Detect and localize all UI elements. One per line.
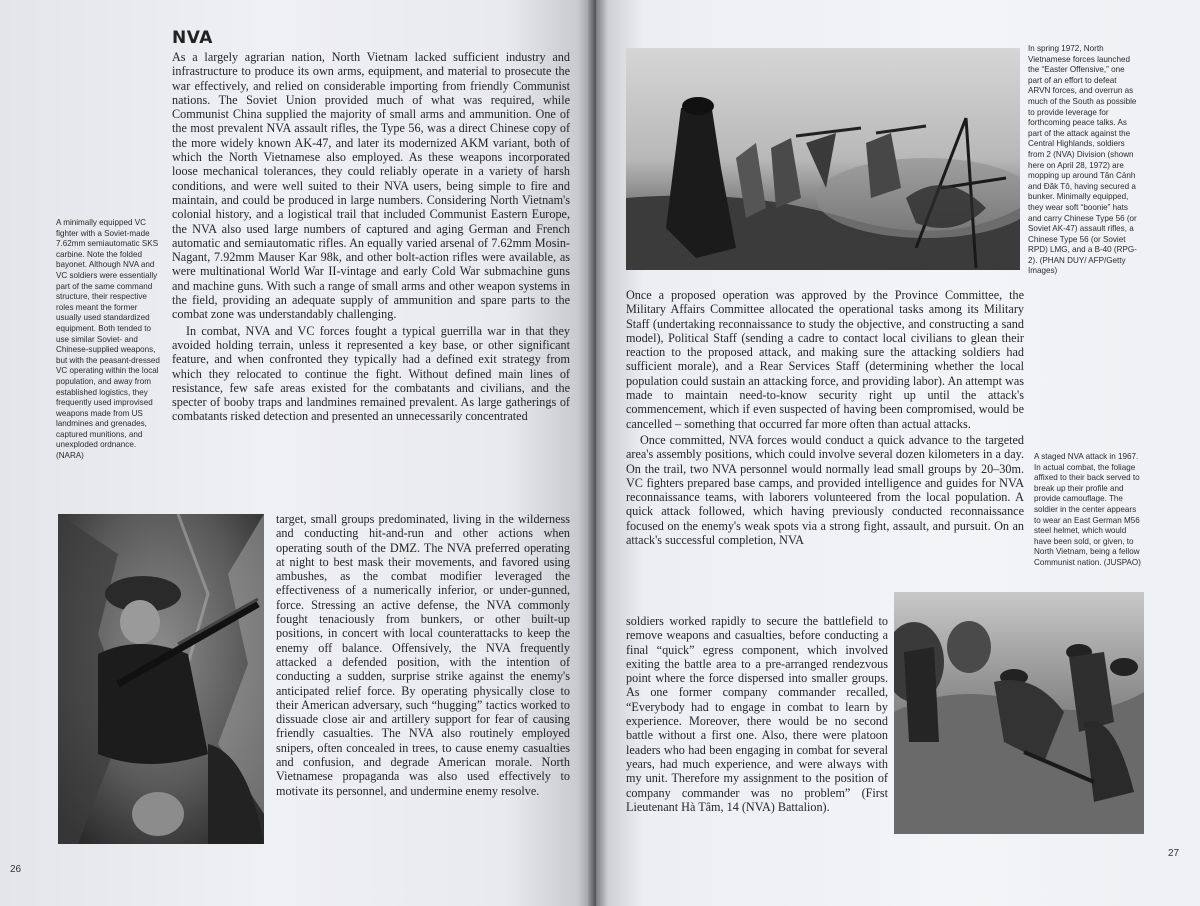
left-photo-caption: A minimally equipped VC fighter with a Soviet-made 7.62mm semiautomatic SKS carbine. Note the folded bayonet. Although NVA and VC soldiers were essentially part of the same command structure, their respective roles meant the former usually used standardized equipment. Both tended to use similar Soviet- and Chinese-supplied weapons, but with the peasant-dressed VC operating within the local population, and away from established logistics, they frequently used improvised weapons made from US landmines and grenades, captured munitions, and unexploded ordnance. (NARA) — [56, 218, 160, 461]
right-paragraph-1: Once a proposed operation was approved by the Province Committee, the Military Affairs Committee allocated the operational tasks among its Military Staff (undertaking reconnaissance to study the objective, and constructing a sand model), Political Staff (sending a cadre to contact local civilians to glean their reaction to the proposed attack, and making sure the attacking soldiers had sufficient morale), and a Rear Services Staff (determining whether the local population could sustain an attacking force, and providing labor). An attempt was made to maintain need-to-know security right up until the attack's commencement, which if even suspected of having been compromised, would be cancelled – something that occurred far more often than actual attacks. — [626, 288, 1024, 431]
left-body-upper — [172, 50, 570, 424]
staged-attack-photo — [894, 592, 1144, 834]
top-photo-caption: In spring 1972, North Vietnamese forces launched the “Easter Offensive,” one part of an effort to defeat ARVN forces, and overrun as much of the South as possible to provide leverage for forthcoming peace talks. As part of the attack against the Central Highlands, soldiers from 2 (NVA) Division (shown here on April 28, 1972) are mopping up around Tân Cảnh and Đăk Tô, having secured a bunker. Minimally equipped, they wear soft “boonie” hats and carry Chinese Type 56 (or Soviet AK-47) assault rifles, a Chinese Type 56 (or Soviet RPD) LMG, and a B-40 (RPG-2). (PHAN DUY/ AFP/Getty Images) — [1028, 44, 1137, 276]
bottom-photo-caption: A staged NVA attack in 1967. In actual combat, the foliage affixed to their back served to break up their profile and provide camouflage. The soldier in the center appears to wear an East German M56 steel helmet, which would have been sold, or given, to North Vietnam, being a fellow Communist nation. (JUSPAO) — [1034, 452, 1141, 567]
page-number-left: 26 — [10, 864, 22, 875]
left-body-lower — [276, 512, 570, 798]
section-heading: NVA — [172, 28, 213, 48]
right-paragraph-2a: Once committed, NVA forces would conduct a quick advance to the targeted area's assembly positions, which could involve several dozen kilometers in a day. On the trail, two NVA personnel would normally lead small groups by 20–30m. VC fighters prepared base camps, and provided intelligence and guides for NVA reconnaissance teams, with laborers volunteered from the local population. A quick attack followed, which having previously conducted reconnaissance focused on the enemy's weak spots via a strong fight, assault, and pursuit. On an attack's successful completion, NVA — [626, 432, 1024, 548]
left-page — [0, 0, 596, 906]
right-body-lower — [626, 614, 888, 814]
easter-offensive-photo — [626, 48, 1020, 270]
left-paragraph-1: As a largely agrarian nation, North Vietnam lacked sufficient industry and infrastructure to produce its own arms, equipment, and material to prosecute the war effectively, and relied on considerable importing from friendly Communist nations. The Soviet Union provided much of what was required, while Communist China supplied the majority of small arms and ammunition. One of the most prevalent NVA assault rifles, the Type 56, was a direct Chinese copy of the more widely known AK-47, and later its modernized AKM variant, both of which the North Vietnamese also employed. As these weapons incorporated loose mechanical tolerances, they could reliably operate in a variety of harsh conditions, and were well suited to their NVA users, being simple to fire and maintain, and could be produced in large numbers. Considering North Vietnam's colonial history, and a logistical trail that included Communist Eastern Europe, the NVA also used large numbers of captured and aging German and French automatic and semiautomatic rifles. An equally varied arsenal of 7.62mm Mosin-Nagant, 7.92mm Mauser Kar 98k, and other bolt-action rifles were available, as were multinational World War II-vintage and early Cold War submachine guns and machine guns. With such a range of small arms and other weapon systems in the field, providing an adequate supply of ammunition and spare parts to the combat zone was understandably challenging. — [172, 50, 570, 322]
right-body-upper — [626, 288, 1024, 547]
vc-fighter-photo — [58, 514, 264, 844]
left-paragraph-2b: target, small groups predominated, living in the wilderness and conducting hit-and-run and other actions when operating south of the DMZ. The NVA preferred operating at night to best mask their movements, and favored using ambushes, as the combat modifier leveraged the effectiveness of a numerically inferior, or under-gunned, force. Stressing an active defense, the NVA commonly fought tenaciously from bunkers, or other built-up positions, in concert with local counterattacks to keep the enemy off balance. Offensively, the NVA frequently attacked a defended position, with the intention of conducting a sudden, surprise strike against the enemy's anticipated relief force. By operating physically close to their American adversary, such “hugging” tactics worked to dissuade close air and artillery support for fear of causing friendly casualties. The NVA also routinely employed snipers, often concealed in trees, to cause enemy casualties and confusion, and degrade American morale. North Vietnamese propaganda was also used effectively to motivate its personnel, and undermine enemy resolve. — [276, 512, 570, 798]
page-number-right: 27 — [1168, 848, 1180, 859]
right-paragraph-2b: soldiers worked rapidly to secure the battlefield to remove weapons and casualties, before conducting a final “quick” egress component, which involved exiting the battle area to a pre-arranged rendezvous point where the force dispersed into smaller groups. As one former company commander recalled, “Everybody had to engage in combat to learn by experience. Moreover, there would be no second battle without a first one. Also, there were platoon leaders who had been engaging in combat for several years, had much experience, and were always with my unit. Therefore my assignment to the position of company commander was no problem” (First Lieutenant Hà Tâm, 14 (NVA) Battalion). — [626, 614, 888, 814]
right-page — [596, 0, 1200, 906]
left-paragraph-2a: In combat, NVA and VC forces fought a typical guerrilla war in that they avoided holding terrain, unless it represented a key base, or other significant feature, and when confronted they typically had a defined exit strategy from which they relocated to continue the fight. Without defined main lines of resistance, few safe areas existed for the combatants and civilians, and the specter of booby traps and landmines remained prevalent. As large gatherings of combatants risked detection and presented an unnecessarily concentrated — [172, 323, 570, 424]
